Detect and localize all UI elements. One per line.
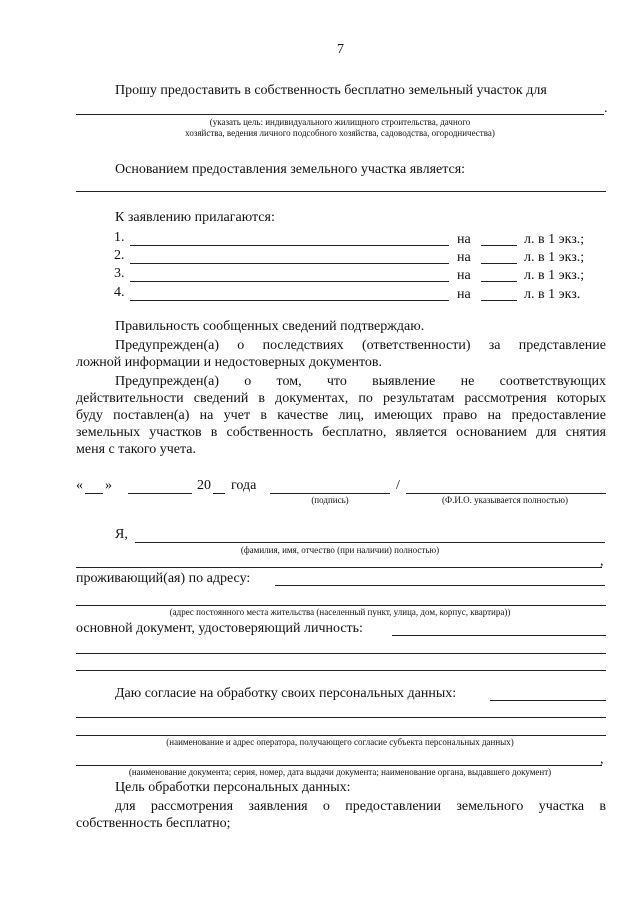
signer-fio-hint: (Ф.И.О. указывается полностью) (442, 495, 568, 505)
attachments-title: К заявлению прилагаются: (115, 210, 275, 225)
page-number: 7 (337, 42, 344, 57)
request-text: Прошу предоставить в собственность бесплатно земельный участок для (115, 83, 547, 98)
signer-fio-field[interactable] (406, 493, 606, 494)
attachment-name-field[interactable] (130, 281, 449, 282)
address-field-2[interactable] (76, 605, 606, 606)
purpose-hint-1: (указать цель: индивидуального жилищного строительства, дачного (209, 117, 471, 127)
attachment-suffix: л. в 1 экз.; (524, 268, 585, 283)
attachment-sheets-field[interactable] (481, 300, 517, 301)
attachment-suffix: л. в 1 экз.; (524, 250, 585, 265)
signature-hint: (подпись) (311, 495, 349, 505)
warning-2-line-5: меня с такого учета. (76, 442, 196, 457)
purpose-field[interactable] (76, 114, 604, 115)
attachment-sheets-field[interactable] (481, 245, 517, 246)
date-day-field[interactable] (85, 493, 103, 494)
date-year-field[interactable] (213, 493, 225, 494)
id-document-field[interactable] (392, 635, 606, 636)
purpose-title: Цель обработки персональных данных: (115, 780, 351, 795)
id-document-field-2[interactable] (76, 653, 606, 654)
operator-field[interactable] (76, 717, 606, 718)
applicant-fio-hint: (фамилия, имя, отчество (при наличии) полностью) (240, 545, 440, 555)
warning-2-line-4: земельных участков в собственность бесплатно, является основанием для снятия (76, 425, 606, 440)
address-hint: (адрес постоянного места жительства (населенный пункт, улица, дом, корпус, квартира)) (169, 607, 511, 617)
applicant-fio-field[interactable] (135, 542, 605, 543)
attachment-sheets-field[interactable] (481, 263, 517, 264)
fio-line-end: , (600, 554, 604, 569)
address-field[interactable] (275, 585, 605, 586)
date-month-field[interactable] (128, 493, 192, 494)
attachment-name-field[interactable] (130, 245, 449, 246)
purpose-hint-2: хозяйства, ведения личного подсобного хозяйства, садоводства, огородничества) (185, 128, 495, 138)
date-quote-close: » (105, 478, 112, 493)
consent-line-end: , (600, 752, 604, 767)
attachment-na: на (457, 250, 471, 265)
consent-field[interactable] (490, 700, 606, 701)
consent-document-field[interactable] (76, 765, 602, 766)
attachment-na: на (457, 287, 471, 302)
attachment-suffix: л. в 1 экз.; (524, 232, 585, 247)
ya-label: Я, (115, 527, 128, 542)
warning-1-line-2: ложной информации и недостоверных документов. (76, 355, 383, 370)
attachment-number: 2. (114, 248, 125, 263)
signature-field[interactable] (270, 493, 390, 494)
attachment-number: 3. (114, 266, 125, 281)
operator-field-2[interactable] (76, 735, 606, 736)
warning-2-line-2: действительности сведений в документах, по результатам рассмотрения которых (76, 391, 606, 406)
basis-text: Основанием предоставления земельного участка является: (115, 162, 466, 177)
address-label: проживающий(ая) по адресу: (76, 571, 251, 586)
warning-1-line-1: Предупрежден(а) о последствиях (ответственности) за представление (115, 338, 606, 353)
applicant-fio-field-2[interactable] (76, 567, 602, 568)
operator-hint: (наименование и адрес оператора, получающего согласие субъекта персональных данных) (166, 737, 514, 747)
request-line-end: . (604, 101, 608, 116)
confirm-paragraph-1: Правильность сообщенных сведений подтверждаю. (115, 319, 425, 334)
date-year-word: года (231, 478, 257, 493)
attachment-number: 1. (114, 230, 125, 245)
attachment-number: 4. (114, 285, 125, 300)
purpose-line-2: собственность бесплатно; (76, 816, 231, 831)
id-document-label: основной документ, удостоверяющий личность: (76, 621, 363, 636)
date-quote-open: « (76, 478, 83, 493)
consent-text: Даю согласие на обработку своих персональных данных: (115, 686, 457, 701)
purpose-line-1: для рассмотрения заявления о предоставлении земельного участка в (115, 799, 606, 814)
attachment-suffix: л. в 1 экз. (524, 287, 581, 302)
signature-slash: / (396, 478, 400, 493)
basis-field[interactable] (76, 191, 606, 192)
attachment-na: на (457, 232, 471, 247)
warning-2-line-3: буду поставлен(а) на учет в качестве лиц, имеющих право на предоставление (76, 408, 606, 423)
warning-2-line-1: Предупрежден(а) о том, что выявление не соответствующих (115, 374, 606, 389)
attachment-name-field[interactable] (130, 300, 449, 301)
attachment-na: на (457, 268, 471, 283)
id-document-field-3[interactable] (76, 670, 606, 671)
date-year-prefix: 20 (197, 478, 211, 493)
attachment-sheets-field[interactable] (481, 281, 517, 282)
attachment-name-field[interactable] (130, 263, 449, 264)
consent-document-hint: (наименование документа; серия, номер, дата выдачи документа; наименование органа, выдавшего документ) (128, 767, 552, 777)
